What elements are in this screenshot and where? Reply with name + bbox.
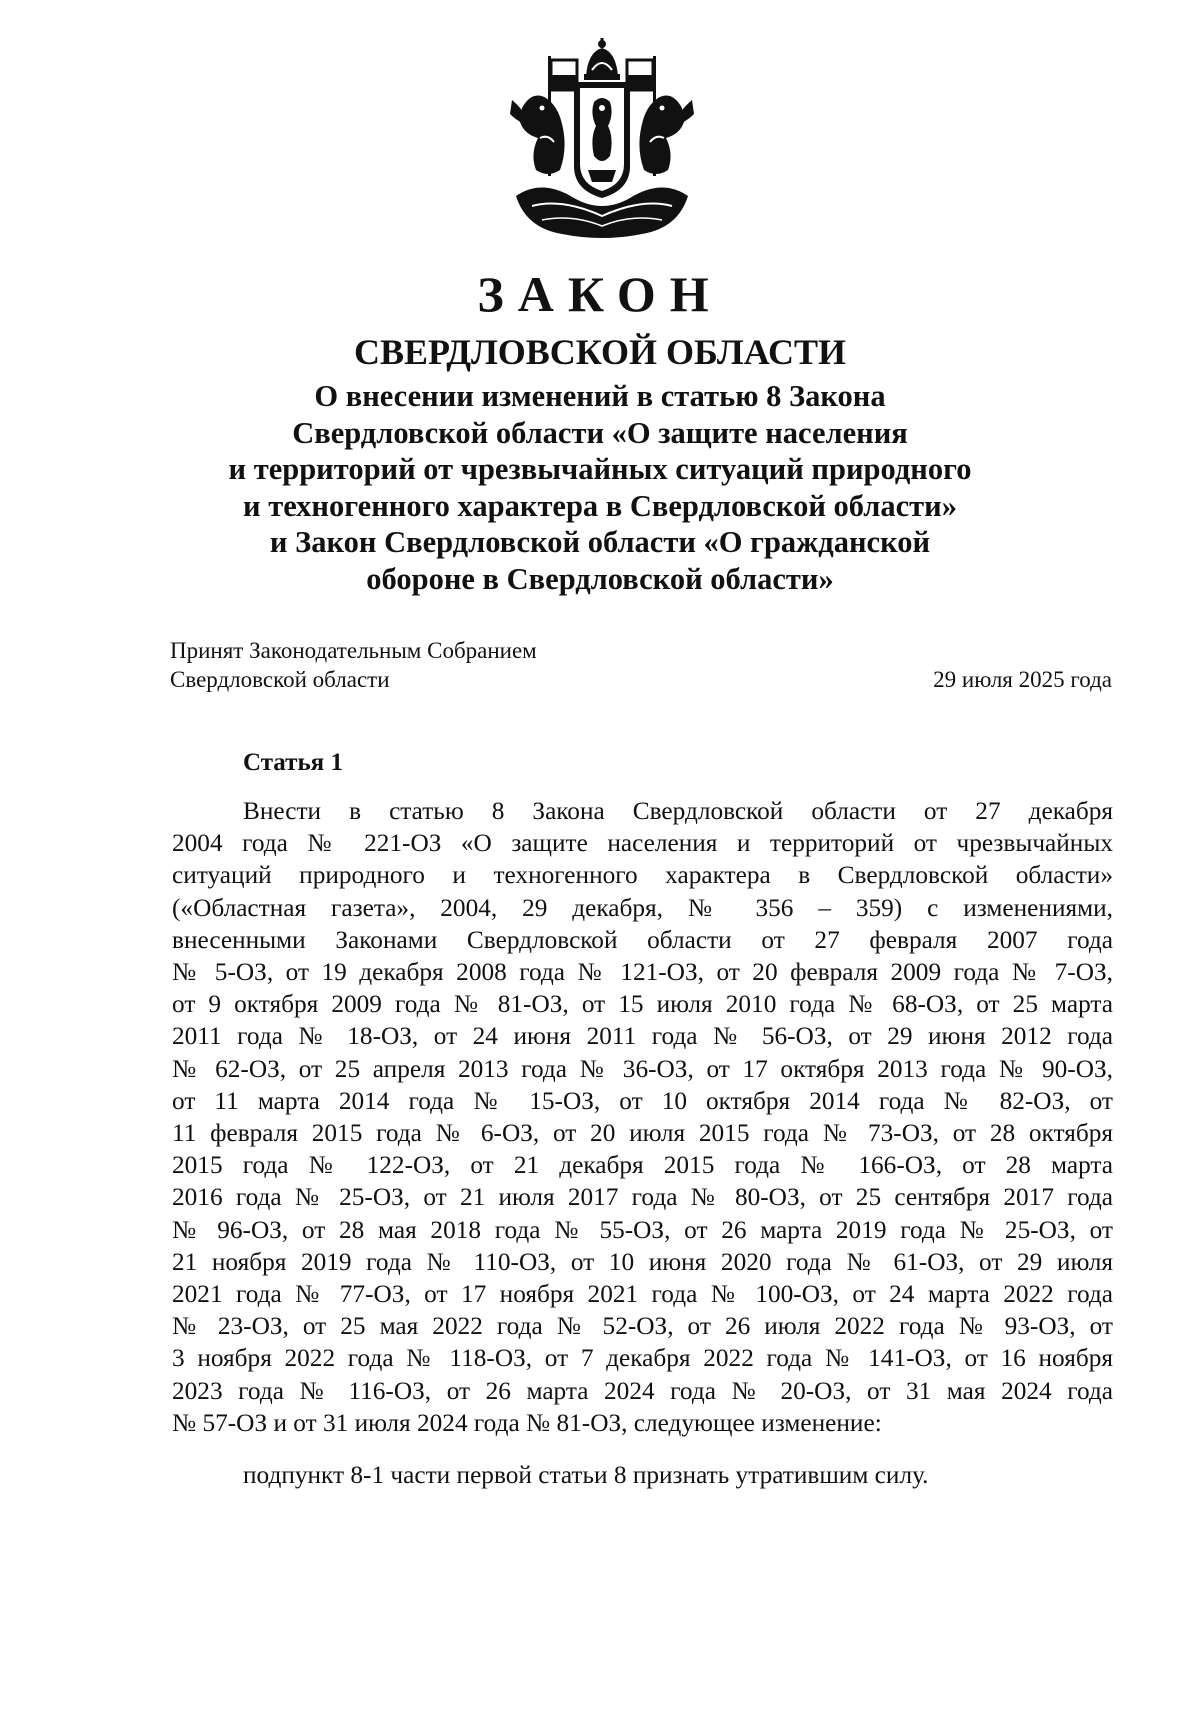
article-line: 2023 года № 116-ОЗ, от 26 марта 2024 года № 20-ОЗ, от 31 мая 2024 года [172,1376,1113,1405]
article-body [172,795,1113,1439]
law-title-line: и территорий от чрезвычайных ситуаций природного [228,452,972,486]
article-line: 21 ноября 2019 года № 110-ОЗ, от 10 июня 2020 года № 61-ОЗ, от 29 июля [172,1247,1113,1276]
article-line: 2016 года № 25-ОЗ, от 21 июля 2017 года № 80-ОЗ, от 25 сентября 2017 года [172,1183,1113,1212]
article-line: № 57-ОЗ и от 31 июля 2024 года № 81-ОЗ, следующее изменение: [172,1408,882,1437]
adopted-by-line: Свердловской области [170,667,390,692]
article-line: от 11 марта 2014 года № 15-ОЗ, от 10 октября 2014 года № 82-ОЗ, от [172,1086,1113,1115]
griffin-left-icon [510,96,565,174]
law-title-line: О внесении изменений в статью 8 Закона [314,379,886,413]
article-line: № 96-ОЗ, от 28 мая 2018 года № 55-ОЗ, от 26 марта 2019 года № 25-ОЗ, от [172,1215,1113,1244]
article-line: внесенными Законами Свердловской области от 27 февраля 2007 года [172,925,1113,954]
crown-icon [584,38,620,80]
law-title [0,378,1200,597]
article-line: № 5-ОЗ, от 19 декабря 2008 года № 121-ОЗ, от 20 февраля 2009 года № 7-ОЗ, [172,958,1113,987]
adopted-date: 29 июля 2025 года [933,667,1112,692]
law-title-line: и Закон Свердловской области «О гражданской [269,525,931,559]
article-line: 3 ноября 2022 года № 118-ОЗ, от 7 декабря 2022 года № 141-ОЗ, от 16 ноября [172,1344,1113,1373]
article-line: от 9 октября 2009 года № 81-ОЗ, от 15 июля 2010 года № 68-ОЗ, от 25 марта [172,990,1113,1019]
coat-of-arms-icon [502,38,702,243]
adopted-by [170,636,537,694]
law-title-line: Свердловской области «О защите населения [292,415,908,450]
article-line: № 23-ОЗ, от 25 мая 2022 года № 52-ОЗ, от 26 июля 2022 года № 93-ОЗ, от [172,1312,1113,1341]
document-type-heading: ЗАКОН [477,266,723,322]
article-line: 2011 года № 18-ОЗ, от 24 июня 2011 года № 56-ОЗ, от 29 июня 2012 года [172,1022,1113,1051]
article-heading: Статья 1 [243,749,343,776]
article-final-paragraph: подпункт 8-1 части первой статьи 8 признать утратившим силу. [243,1461,929,1489]
article-line: ситуаций природного и техногенного характера в Свердловской области» [172,861,1113,890]
griffin-right-icon [639,96,694,174]
article-line: 11 февраля 2015 года № 6-ОЗ, от 20 июля 2015 года № 73-ОЗ, от 28 октября [172,1119,1113,1148]
shield-icon [574,82,630,198]
article-line: Внести в статью 8 Закона Свердловской области от 27 декабря [243,797,1113,825]
article-line: 2021 года № 77-ОЗ, от 17 ноября 2021 года № 100-ОЗ, от 24 марта 2022 года [172,1280,1113,1309]
article-line: («Областная газета», 2004, 29 декабря, № 356 – 359) с изменениями, [172,893,1113,922]
article-line: № 62-ОЗ, от 25 апреля 2013 года № 36-ОЗ, от 17 октября 2013 года № 90-ОЗ, [172,1054,1113,1083]
article-line: 2015 года № 122-ОЗ, от 21 декабря 2015 года № 166-ОЗ, от 28 марта [172,1151,1113,1180]
article-line: 2004 года № 221-ОЗ «О защите населения и территорий от чрезвычайных [172,829,1113,858]
adopted-by-line: Принят Законодательным Собранием [170,638,537,663]
region-heading: СВЕРДЛОВСКОЙ ОБЛАСТИ [354,332,846,372]
law-title-line: обороне в Свердловской области» [366,561,834,596]
law-title-line: и техногенного характера в Свердловской области» [243,488,957,523]
